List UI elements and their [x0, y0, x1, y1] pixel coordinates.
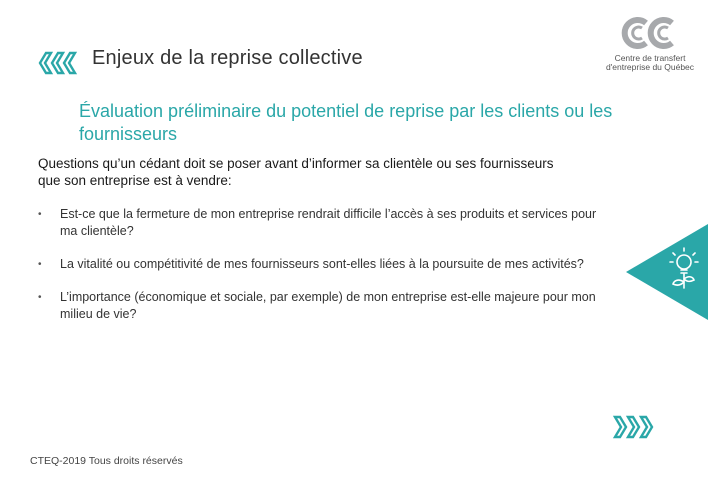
- intro-paragraph: Questions qu’un cédant doit se poser avant d’informer sa clientèle ou ses fournisseurs que son entreprise est à vendre:: [38, 156, 554, 188]
- footer-copyright: CTEQ-2019 Tous droits réservés: [30, 455, 183, 467]
- slide-subtitle: Évaluation préliminaire du potentiel de reprise par les clients ou les fournisseurs: [79, 101, 613, 144]
- list-item: [38, 256, 608, 273]
- list-item: [38, 206, 608, 240]
- bullet-text: L’importance (économique et sociale, par exemple) de mon entreprise est-elle majeure pour mon milieu de vie?: [60, 290, 596, 321]
- logo-text-line1: Centre de transfert: [614, 53, 686, 63]
- bullet-marker: •: [38, 292, 42, 303]
- lightbulb-plant-icon: [626, 224, 708, 325]
- bullet-marker: •: [38, 259, 42, 270]
- triple-chevron-right-icon[interactable]: [612, 415, 656, 444]
- cc-logo-icon: [620, 16, 680, 55]
- bullet-text: Est-ce que la fermeture de mon entreprise rendrait difficile l’accès à ses produits et services pour ma clientèle?: [60, 207, 597, 238]
- logo-text-line2: d'entreprise du Québec: [605, 62, 695, 72]
- bullet-list: [38, 206, 608, 323]
- slide-header-title: Enjeux de la reprise collective: [92, 47, 363, 69]
- bullet-marker: •: [38, 209, 42, 220]
- bullet-text: La vitalité ou compétitivité de mes fournisseurs sont-elles liées à la poursuite de mes activités?: [60, 257, 584, 271]
- triple-chevron-left-icon: [36, 51, 78, 80]
- list-item: [38, 289, 608, 323]
